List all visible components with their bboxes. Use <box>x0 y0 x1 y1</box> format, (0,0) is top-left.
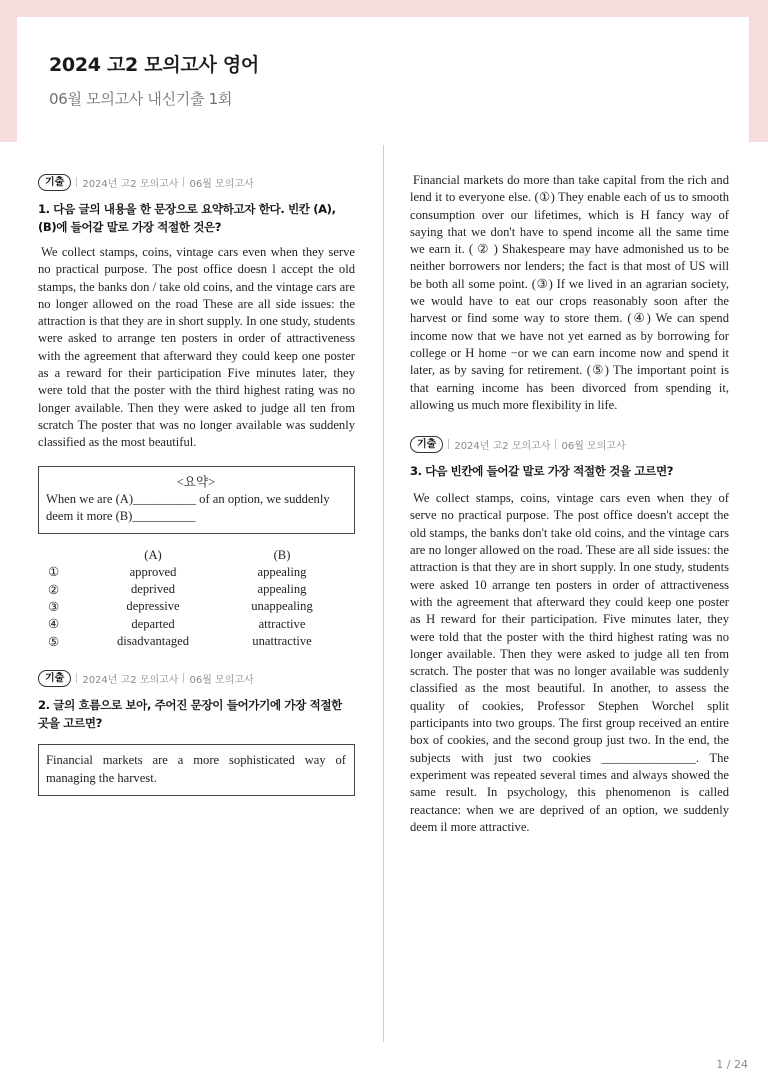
option-a: approved <box>129 564 177 579</box>
summary-line: deem it more (B)__________ <box>46 509 196 524</box>
question-title: 2. 글의 흐름으로 보아, 주어진 문장이 들어가기에 가장 적절한 곳을 고르면? <box>38 698 342 731</box>
question-title: 1. 다음 글의 내용을 한 문장으로 요약하고자 한다. 빈칸 (A), (B)에 들어갈 말로 가장 적절한 것은? <box>38 202 336 234</box>
question-tag <box>410 434 729 454</box>
header-card <box>17 17 749 142</box>
answer-option[interactable] <box>38 598 342 615</box>
tag-year: 2024년 고2 모의고사 <box>82 674 179 686</box>
tag-month: 06월 모의고사 <box>189 178 254 190</box>
option-b: appealing <box>257 582 307 597</box>
answer-option[interactable] <box>38 616 342 633</box>
page-subtitle: 06월 모의고사 내신기출 1회 <box>49 90 233 108</box>
option-number: ① <box>48 565 60 580</box>
options-header-b: (B) <box>273 547 291 562</box>
tag-separator <box>448 439 449 449</box>
option-number: ④ <box>48 617 60 632</box>
summary-heading: <요약> <box>176 474 216 489</box>
left-column <box>38 172 355 796</box>
page-title: 2024 고2 모의고사 영어 <box>49 54 259 76</box>
exam-badge: 기출 <box>38 670 71 687</box>
question-passage: We collect stamps, coins, vintage cars even when they serve no practical purpose. The post office doesn l accept the old stamps, the banks don / take old coins, and the vintage cars are no longer allowed on the road These are all side issues: the attraction is that they are in short supply. In one study, students were asked to arrange ten posters in order of attractiveness with the agreement that afterward they could keep one poster as a reward for their participation Five minutes later, they were told that the poster with the third highest rating was no longer available. Then they were asked to judge all ten from scratch The poster that was no longer available was suddenly classified as the most beautiful. <box>38 245 356 450</box>
summary-line: When we are (A)__________ of an option, we suddenly <box>46 491 330 506</box>
question-tag <box>38 172 355 192</box>
tag-separator <box>183 673 184 683</box>
answer-options-table <box>38 546 342 650</box>
option-b: unattractive <box>252 634 312 649</box>
exam-badge: 기출 <box>38 174 71 191</box>
given-sentence-box <box>38 744 355 796</box>
tag-year: 2024년 고2 모의고사 <box>82 178 179 190</box>
option-number: ③ <box>48 599 60 614</box>
question-passage: We collect stamps, coins, vintage cars even when they of serve no practical purpose. The post office doesn't accept the old stamps, the banks don't take old coins, and the vintage cars are no longer allowed on the road. These are all side issues: the attraction is that they are in short supply. In one study, students were asked 10 arrange ten posters in order of attractiveness with the agreement that afterward they could keep one poster as H reward for their participation. Five minutes later, they were told that the poster with the third highest rating was no longer available. Then they were asked to judge all ten from scratch. The poster that was no longer available was suddenly classified as the most beautiful. In another, to assess the quality of cookies, Professor Stephen Worchel split participants into two groups. The first group received an entire box of cookies, and the second group just two. In the end, the subjects with just two cookies _______________. The experiment was repeated several times and always showed the same result. In psychology, this phenomenon is called reactance: when we are deprived of an option, we suddenly deem il more attractive. <box>410 491 729 834</box>
question-3 <box>410 434 729 836</box>
tag-separator <box>555 439 556 449</box>
question-2-passage: Financial markets do more than take capital from the rich and lend it to everyone else. (①) They enable each of us to smooth consumption over our lifetimes, which is H fancy way of saying that we don't have to spend income all the same time we earn it. ( ② ) Shakespeare may have admonished us to be neither borrowers nor lenders; the fact is that most of US will be both all some point. (③) If we lived in an agrarian society, we would have to eat our crops reasonably soon after the harvest or find some way to store them. (④) We can spend income now that we have not yet earned as by borrowing for college or H home −or we can earn income now and spend it later, as by saving for retirement. (⑤) The important point is that earning income has been divorced from spending it, allowing us much more flexibility in life. <box>410 173 729 412</box>
answer-option[interactable] <box>38 633 342 650</box>
option-a: depressive <box>126 599 180 614</box>
question-title: 3. 다음 빈칸에 들어갈 말로 가장 적절한 것을 고르면? <box>410 464 674 479</box>
option-number: ② <box>48 582 60 597</box>
right-column <box>410 172 729 836</box>
option-b: appealing <box>257 564 307 579</box>
tag-separator <box>76 673 77 683</box>
option-number: ⑤ <box>48 634 60 649</box>
option-a: departed <box>131 616 175 631</box>
column-divider <box>383 145 384 1042</box>
given-sentence: Financial markets are a more sophisticated way of managing the harvest. <box>46 753 346 785</box>
options-header-row <box>38 546 342 563</box>
question-tag <box>38 668 355 688</box>
tag-year: 2024년 고2 모의고사 <box>454 440 551 452</box>
page-number: 1 / 24 <box>716 1058 748 1071</box>
option-a: disadvantaged <box>116 634 190 649</box>
option-a: deprived <box>130 582 176 597</box>
answer-option[interactable] <box>38 581 342 598</box>
option-b: attractive <box>258 616 306 631</box>
option-b: unappealing <box>251 599 313 614</box>
tag-separator <box>183 177 184 187</box>
tag-month: 06월 모의고사 <box>189 674 254 686</box>
tag-month: 06월 모의고사 <box>561 440 626 452</box>
exam-badge: 기출 <box>410 436 443 453</box>
answer-option[interactable] <box>38 564 342 581</box>
options-header-a: (A) <box>144 547 162 562</box>
tag-separator <box>76 177 77 187</box>
summary-box <box>38 466 355 535</box>
question-1 <box>38 172 355 650</box>
question-2 <box>38 668 355 796</box>
